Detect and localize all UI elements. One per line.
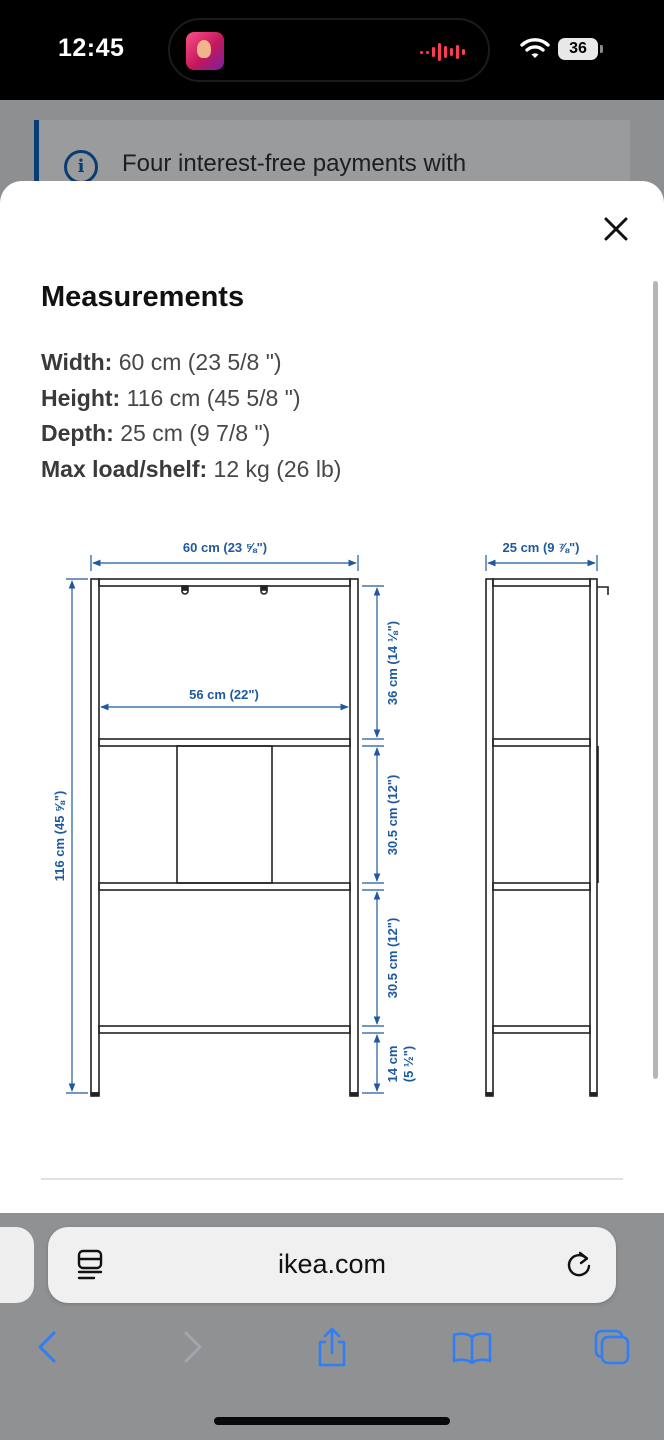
front-view [91,579,358,1096]
dynamic-island[interactable] [168,18,490,82]
dim-side-depth: 25 cm (9 ⅞") [502,540,580,555]
url-text[interactable]: ikea.com [277,1249,387,1279]
audio-waveform-icon [420,42,470,62]
spec-value: 116 cm (45 5/8 ") [120,384,301,411]
side-view [486,579,608,1096]
spec-value: 25 cm (9 7/8 ") [113,420,271,446]
spec-value: 12 kg (26 lb) [207,455,342,482]
measurements-sheet [0,181,664,1213]
dim-section-4-cm: 14 cm [385,1045,400,1083]
reload-icon[interactable] [564,1249,594,1281]
dim-section-2: 30.5 cm (12") [385,774,400,856]
address-bar[interactable] [48,1227,616,1303]
clock: 12:45 [58,34,125,62]
spec-value: 60 cm (23 5/8 ") [112,349,282,375]
spec-label: Width: [41,349,113,375]
home-indicator [214,1417,450,1425]
share-icon[interactable] [310,1325,354,1369]
sheet-title: Measurements [41,281,245,313]
forward-icon[interactable] [170,1325,214,1369]
dim-section-1: 36 cm (14 ⅛") [385,620,400,706]
dim-inner-width: 56 cm (22") [189,687,259,702]
previous-tab-preview[interactable] [0,1227,34,1303]
tabs-icon[interactable] [590,1325,634,1369]
divider [41,1178,623,1180]
spec-label: Max load/shelf: [41,455,208,482]
measurement-diagram [0,181,664,1213]
now-playing-artwork [186,32,224,70]
info-icon: i [64,150,98,184]
status-bar [0,0,664,100]
payment-banner-text: Four interest-free payments with [122,150,467,177]
dim-front-width: 60 cm (23 ⅝") [182,540,268,555]
battery-indicator: 36 [558,38,598,60]
dim-section-3: 30.5 cm (12") [385,917,400,999]
dimension-lines [66,555,597,1093]
bookmarks-icon[interactable] [450,1325,494,1369]
browser-toolbar [0,1213,664,1440]
dim-total-height: 116 cm (45 ⅝") [52,790,67,882]
spec-label: Height: [41,384,121,411]
spec-label: Depth: [41,420,114,446]
wifi-icon [520,36,550,60]
dim-section-4-in: (5 ½") [401,1045,416,1083]
scroll-indicator[interactable] [653,281,658,1079]
back-icon[interactable] [26,1325,70,1369]
